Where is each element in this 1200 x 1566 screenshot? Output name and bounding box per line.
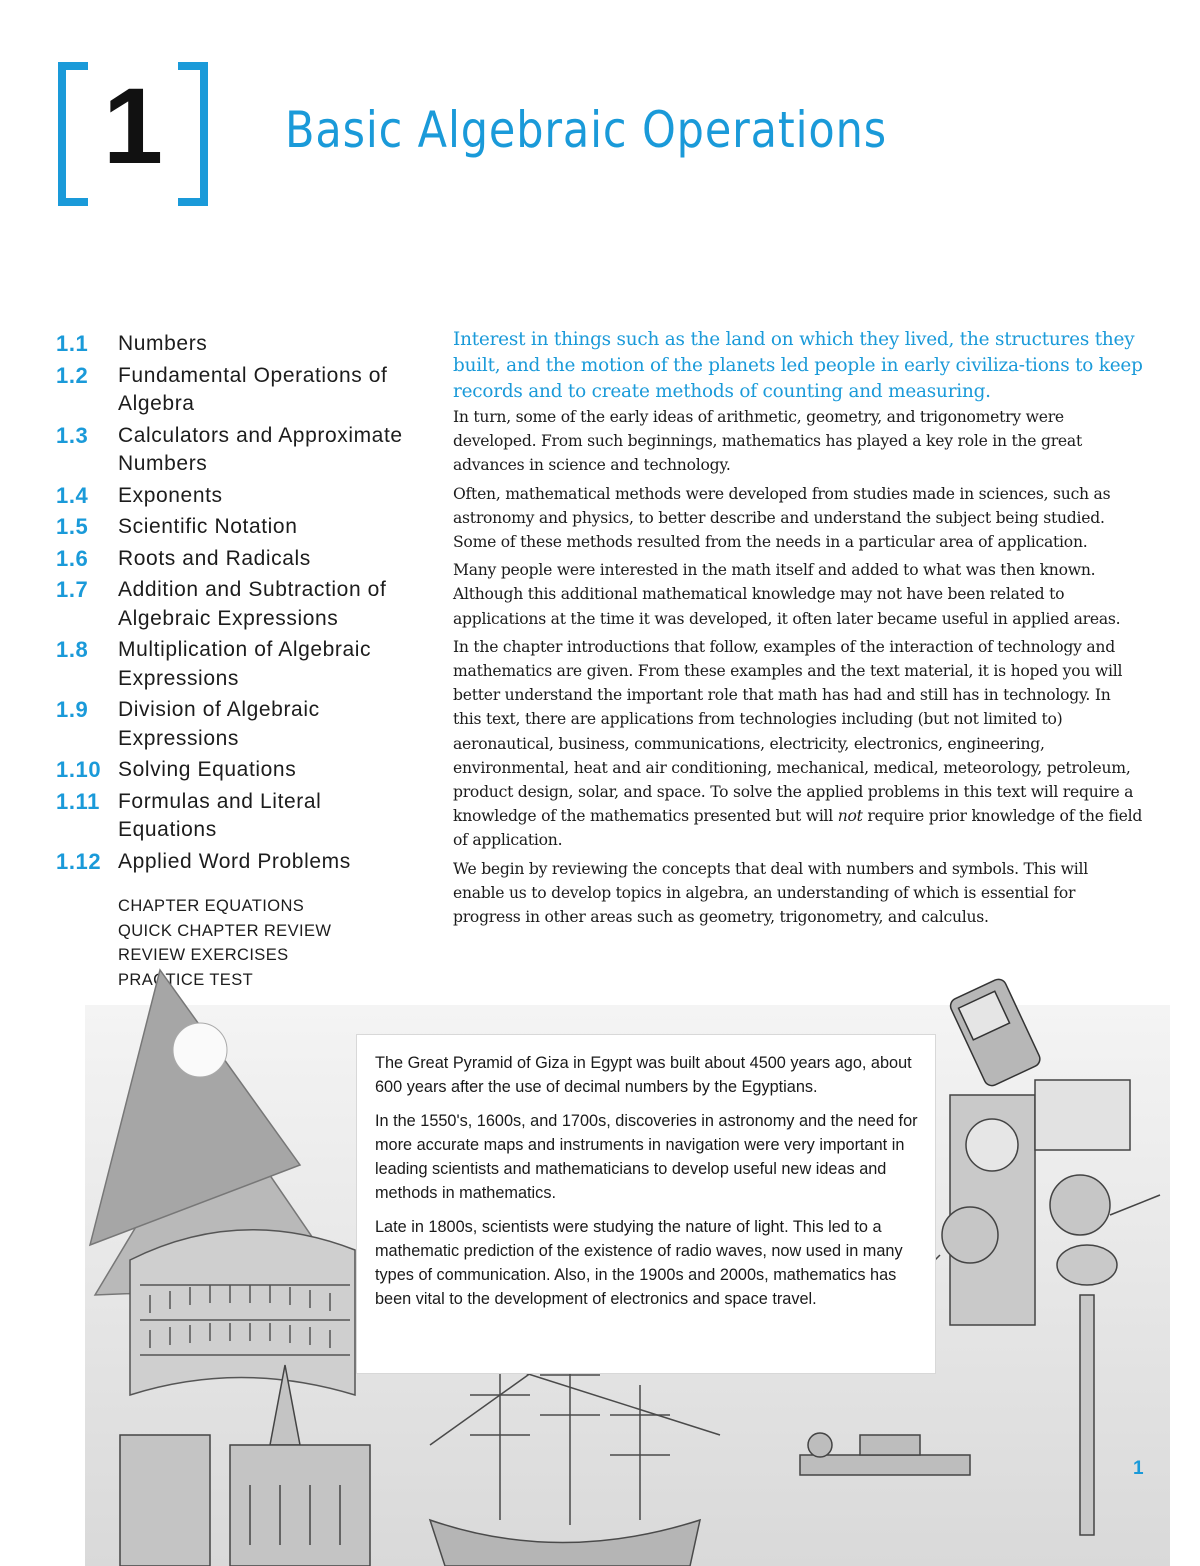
sun-drawing	[173, 1023, 227, 1077]
toc-item[interactable]	[56, 848, 416, 877]
toc-number: 1.7	[56, 577, 89, 602]
toc-item[interactable]	[56, 482, 416, 511]
page-number: 1	[1133, 1458, 1144, 1479]
intro-paragraph	[453, 635, 1143, 853]
toc-number: 1.3	[56, 422, 89, 448]
toc-label: Roots and Radicals	[118, 546, 311, 570]
toc-item[interactable]	[56, 788, 416, 845]
chapter-introduction	[453, 327, 1143, 933]
toc-item[interactable]	[56, 422, 416, 479]
toc-label: Calculators and Approximate Numbers	[118, 423, 403, 475]
toc-label: Applied Word Problems	[118, 849, 351, 873]
colosseum-drawing	[130, 1230, 355, 1395]
toc-extra-item[interactable]: CHAPTER EQUATIONS	[118, 897, 305, 915]
toc-label: Addition and Subtraction of Algebraic Expressions	[118, 578, 387, 630]
toc-extra-item[interactable]: QUICK CHAPTER REVIEW	[118, 921, 332, 940]
chapter-title: Basic Algebraic Operations	[285, 101, 887, 159]
toc-number: 1.9	[56, 697, 89, 722]
toc-label: Scientific Notation	[118, 515, 298, 538]
intro-paragraph: In turn, some of the early ideas of arithmetic, geometry, and trigonometry were developed. From such beginnings, mathematics has played a key role in the great advances in science and technology.	[453, 408, 1082, 475]
toc-number: 1.12	[56, 848, 102, 874]
chapter-number-block	[58, 62, 208, 196]
toc-label: Exponents	[118, 483, 223, 507]
toc-number: 1.8	[56, 637, 89, 662]
toc-label: Division of Algebraic Expressions	[118, 698, 320, 750]
chapter-contents	[56, 330, 416, 992]
intro-emphasis: not	[837, 807, 863, 826]
intro-paragraph: Often, mathematical methods were developed from studies made in sciences, such as astronomy and physics, to better describe and understand the subject being studied. Some of these methods resulted from the needs in a particular area of application.	[453, 484, 1111, 552]
toc-number: 1.4	[56, 482, 89, 508]
intro-text: require prior knowledge of the field of application.	[453, 807, 1143, 850]
toc-item[interactable]	[56, 696, 416, 753]
toc-label: Multiplication of Algebraic Expressions	[118, 638, 372, 690]
right-bracket	[178, 62, 208, 206]
intro-paragraph: We begin by reviewing the concepts that deal with numbers and symbols. This will enable us to develop topics in algebra, an understanding of which is essential for progress in other areas such as geometry, trigonometry, and calculus.	[453, 859, 1088, 927]
caption-paragraph: In the 1550's, 1600s, and 1700s, discoveries in astronomy and the need for more accurate maps and instruments in navigation were very important in leading scientists and mathematicians to develop useful new ideas and methods in mathematics.	[375, 1112, 918, 1202]
toc-label: Numbers	[118, 332, 208, 355]
toc-item[interactable]	[56, 513, 416, 542]
toc-number: 1.11	[56, 788, 101, 814]
left-bracket	[58, 62, 88, 206]
toc-item[interactable]	[56, 545, 416, 574]
toc-extra-item[interactable]: REVIEW EXERCISES	[118, 946, 289, 964]
intro-paragraph: Many people were interested in the math itself and added to what was then known. Although this additional mathematical knowledge may not have been related to applications at the time it was developed, it often later became useful in applied areas.	[453, 561, 1121, 628]
toc-item[interactable]	[56, 636, 416, 693]
caption-paragraph: The Great Pyramid of Giza in Egypt was built about 4500 years ago, about 600 years after the use of decimal numbers by the Egyptians.	[375, 1054, 912, 1096]
toc-item[interactable]	[56, 756, 416, 785]
toc-number: 1.10	[56, 757, 102, 782]
toc-number: 1.5	[56, 514, 89, 539]
toc-extra-item[interactable]: PRACTICE TEST	[118, 970, 254, 989]
chapter-number: 1	[102, 65, 164, 186]
intro-text: In the chapter introductions that follow, examples of the interaction of technology and mathematics are given. From these examples and the text material, it is hoped you will better understand the important role that math has had and still has in technology. In this text, there are applications from technologies including (but not limited to) aeronautical, business, communications, electricity, electronics, engineering, environmental, heat and air conditioning, mechanical, medical, meteorology, petroleum, product design, solar, and space. To solve the applied problems in this text will require a knowledge of the mathematics presented but will	[453, 637, 1134, 826]
caption-paragraph: Late in 1800s, scientists were studying the nature of light. This led to a mathematic prediction of the existence of radio waves, now used in many types of communication. Also, in the 1900s and 2000s, mathematics has been vital to the development of electronics and space travel.	[375, 1218, 903, 1308]
toc-label: Fundamental Operations of Algebra	[118, 363, 388, 415]
toc-label: Formulas and Literal Equations	[118, 789, 322, 841]
toc-item[interactable]	[56, 330, 416, 359]
toc-number: 1.1	[56, 331, 89, 356]
illustration-caption	[356, 1034, 936, 1374]
toc-label: Solving Equations	[118, 758, 297, 781]
intro-lead-paragraph: Interest in things such as the land on which they lived, the structures they built, and the motion of the planets led people in early civiliza-tions to keep records and to create methods of counting and measuring.	[453, 329, 1143, 402]
toc-item[interactable]	[56, 576, 416, 633]
toc-number: 1.2	[56, 362, 89, 388]
toc-number: 1.6	[56, 545, 89, 571]
toc-item[interactable]	[56, 362, 416, 419]
